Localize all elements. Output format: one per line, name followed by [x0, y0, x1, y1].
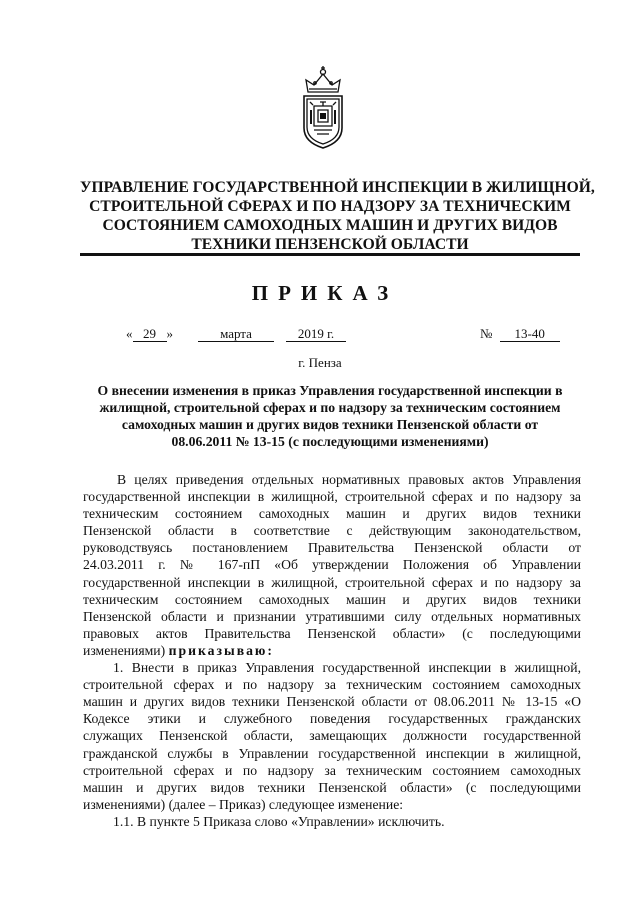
item-1-line: гражданской службы в Управлении государственной инспекции в жилищной, [83, 745, 581, 761]
date-year: 2019 г. [286, 327, 346, 342]
order-prefix: изменениями) [83, 642, 169, 658]
body-line: правовых актов Правительства Пензенской области» (с последующими [83, 625, 581, 641]
agency-line: СТРОИТЕЛЬНОЙ СФЕРАХ И ПО НАДЗОРУ ЗА ТЕХНИЧЕСКИМ [89, 198, 571, 215]
number-label: № [480, 326, 493, 341]
date-open-quote: « [126, 326, 133, 341]
item-1-line: Кодексе этики и служебного поведения государственных гражданских [83, 711, 581, 727]
item-1-line: строительной сферах и по надзору за техническим состоянием самоходных [83, 677, 581, 693]
order-word: приказываю: [168, 642, 274, 658]
body-line: государственной инспекции в жилищной, строительной сферах и по надзору за [83, 489, 581, 505]
item-1-1-line: 1.1. В пункте 5 Приказа слово «Управлении» исключить. [113, 813, 445, 829]
city: г. Пенза [298, 355, 342, 370]
document-title: ПРИКАЗ [251, 281, 399, 305]
order-date-day [126, 326, 173, 342]
item-1-line: машин и других видов техники Пензенской области» (с последующими [83, 779, 581, 795]
agency-line: УПРАВЛЕНИЕ ГОСУДАРСТВЕННОЙ ИНСПЕКЦИИ В ЖИЛИЩНОЙ, [80, 179, 595, 196]
agency-line: СОСТОЯНИЕМ САМОХОДНЫХ МАШИН И ДРУГИХ ВИДОВ [102, 217, 558, 234]
body-line: руководствуясь постановлением Правительства Пензенской области от [83, 540, 581, 556]
order-number [480, 326, 560, 342]
date-close-quote: » [166, 326, 173, 341]
agency-line: ТЕХНИКИ ПЕНЗЕНСКОЙ ОБЛАСТИ [191, 236, 469, 253]
date-month: марта [198, 327, 274, 342]
body-line: В целях приведения отдельных нормативных правовых актов Управления [117, 472, 581, 487]
agency-name [80, 178, 595, 254]
document-body [83, 471, 581, 830]
order-date-month [198, 326, 274, 342]
item-1-line: служащих Пензенской области, замещающих должности государственной [83, 728, 581, 744]
item-1-line: машин и других видов техники Пензенской области от 08.06.2011 № 13-15 «О [83, 694, 581, 710]
date-day: 29 [133, 327, 167, 342]
body-line: Пензенской области и признании утратившими силу отдельных нормативных [83, 608, 581, 624]
subject-line: О внесении изменения в приказ Управления государственной инспекции в [97, 383, 563, 398]
document-subject [80, 382, 580, 450]
penza-coat-of-arms-icon [298, 66, 348, 150]
item-1-line: строительной сферах и по надзору за техническим состоянием самоходных [83, 762, 581, 778]
item-1-line: 1. Внести в приказ Управления государственной инспекции в жилищной, [113, 660, 581, 676]
order-clause [83, 642, 581, 659]
body-line: Пензенской области в соответствие с действующим законодательством, [83, 523, 581, 539]
subject-line: 08.06.2011 № 13-15 (с последующими изменениями) [171, 434, 489, 449]
body-line: техническим состоянием самоходных машин и других видов техники [83, 591, 581, 607]
body-line: государственной инспекции в жилищной, строительной сферах и по надзору за [83, 574, 581, 590]
body-line: 24.03.2011 г. № 167-пП «Об утверждении Положения об Управлении [83, 557, 581, 573]
order-date-year [286, 326, 346, 342]
header-divider [80, 253, 580, 256]
subject-line: самоходных машин и других видов техники Пензенской области от [121, 417, 539, 432]
subject-line: жилищной, строительной сферах и по надзору за техническим состоянием [99, 400, 561, 415]
body-line: техническим состоянием самоходных машин и других видов техники [83, 506, 581, 522]
item-1-line: изменениями) (далее – Приказ) следующее изменение: [83, 796, 404, 812]
number-value: 13-40 [500, 327, 560, 342]
